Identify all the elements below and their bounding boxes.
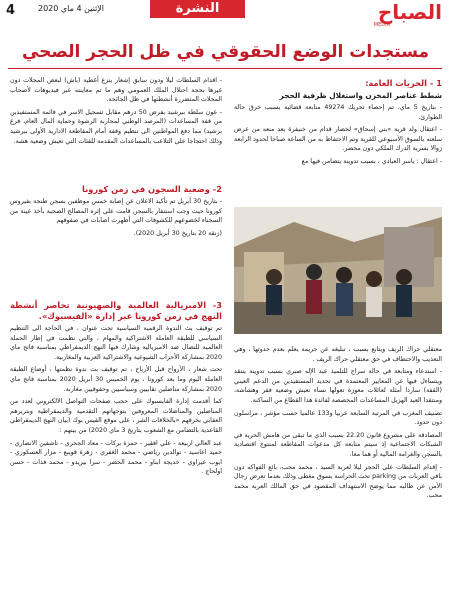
left-column-bottom: [10, 298, 222, 480]
top-bar: [0, 0, 450, 28]
paragraph: - اقدام السلطات ليلا ودون سابق إشعار بنزع أغطية (باش) لبعض المحلات دون غيرها بحجة احتلال الملك العمومي وهم ما تم معاينته عبر فيديوهات لأصحاب المحلات المتضررة أنشطتها في ظل الجائحة.: [10, 77, 222, 104]
section-heading-2: 2- وضعية السجون في زمن كورونا: [81, 184, 222, 194]
issue-date: الإثنين 4 ماي 2020: [38, 4, 105, 13]
left-column-top: [10, 76, 222, 149]
section-label: النشرة: [150, 0, 245, 18]
right-column-top: [234, 76, 442, 170]
citation: (زنقة 20 بتاريخ 30 أبريل 2020).: [133, 229, 222, 237]
section-subheading-1: شطط عناصر المخزن واستغلال ظرفية الحجر: [279, 91, 442, 100]
paragraph: - بتاريخ 30 أبريل تم تأكيد الاعلان عن إصابة خمس موظفين بسجن طنجة بفيروس كورونا حيث وجب استنفار بالسجن قامت على إثره المصالح الصحية بأخذ عينة من السجناء لخضوعهم للكشوفات التي أظهرت اصابات في صفوفهم: [10, 198, 222, 225]
headline-divider: [8, 68, 442, 69]
paragraph: معتقلي حراك الريف ويتابع بسبب ، تبليغه عن جريمة يعلم بعدم حدوثها ، وهي التعذيب والاختطاف في حق معتقلي حراك الريف .: [234, 346, 442, 363]
paragraph: تم توقيف بث الندوة الرقمية السياسية تحت عنوان ، في الحاجة الى التنظيم السياسي للطبقة العاملة الاشتراكية والمهام ، والتي نظمت في إطار الحملة العالمية للنضال ضد الامبريالية وشارك فيها النهج الديمقراطي بمناسبة فاتح ماي 2020 بمشاركة الأحزاب الشيوعية والاشتراكية العربية والمغاربية.: [10, 325, 222, 361]
paragraph: - بتاريخ 5 ماي، تم إحصاء تحريك 49274 متابعة قضائية بسبب خرق حالة الطوارئ.: [234, 104, 442, 121]
page-number: 4: [6, 3, 16, 18]
paragraph: المصادقة على مشروع قانون 22.20 بسبب الذي ما تبقى من هامش الحرية في الشبكات الاجتماعية إذ سيتم متابعة كل مدعوات المقاطعة لمنتوج اقتصادية بالسجن والغرامة المالية أو هما معا.: [234, 431, 443, 458]
paragraph: عبد العالي اربيعة - علي افقير - حمزة بركات - معاد الجحري - تاشفين الانصاري - حميد اعاسيد - نوالدين رياضي - محمد الغفري - زهرة قويبع - مزار العسكوري - ايوب عيراوي - خديجة ابناو - محمد الحضر - سرا بيريدو - محمد فدات - حسن اولحاج .: [10, 439, 222, 476]
masthead-subtitle: MEDIA: [373, 22, 390, 28]
masthead-logo: الصباح: [377, 0, 442, 24]
paragraph: - عون سلطة ببرشيد بفرض 50 درهم مقابل تسجيل الاسر في قائمة المستفيدين من قفة المساعدات (المرصد الوطني لمحاربة الرشوة وحماية المال العام، فرع برشيد) مما دفع المواطنين الى تنظيم وقفة أمام المقاطعة الادارية الأولى ببرشيد وذلك احتجاجا على التلاعب بالمساعدات المقدمة للفئات التي تعيش وضعية هشة.: [10, 108, 223, 145]
paragraph: - إقدام السلطات على الحجز ليلا لعربة السيد ، محمد محب، بائع الفواكه دون باقي العربات من parking تحت الحراسة بسوق مغطى وذلك بعدما تعرض رجال الأمن عن طالبه مما يوضح الاستهداف المقصود في حق المالك العربة محمد محب.: [234, 463, 442, 500]
page-headline: مستجدات الوضع الحقوقي في ظل الحجر الصحي: [21, 42, 430, 62]
paragraph: كما أقدمت إدارة الفايسبوك على حجب صفحات التواصل الالكتروني لعدد من المناضلين والمناضلات المعروفين بتوجهاتهم التقدمية والديمقراطية وبتريرهم العقابي بخرقهم «بالخلافات الشر ، على موقع الفيس بوك (بيان النهج الديمقراطي القاعدية بالتضامن مع الشعوب بتاريخ 3 ماي 2020) من بينهم :: [10, 398, 222, 434]
section-heading-1: 1 - الحريات العامة:: [365, 78, 442, 88]
paragraph: - اعتقال : ياسر العبادي ، بسبب تدوينة يتضامن فيها مع: [301, 157, 442, 165]
section-heading-3: 3- الامبريالية العالمية والصهيونية تحاصر أنشطة النهج في زمن كورونا عبر إدارة «الفيسبوك».: [10, 300, 222, 321]
paragraph: - استدعاء ومتابعة في حالة سراح للتلميذ عبد الإله صبري بسبب تدوينة ينتقد ويتساءل فيها عن المعايير المعتمدة في تحديد المستفيدين من الدعم العيني (القفة) ساردا أمثلة لعائلات معوزة تعولها نساء تعيش وضعية فقر وهشاشة، ومنتقدا العبد الهزيل المساعدات المخصصة لفائدة هذا القطاع من الساكنة.: [234, 368, 442, 404]
paragraph: - اعتقال ولد قرية «بني إسحاق» لخضار قدام من خنيفرة بعد منعه من عرض سلعته بالسوق الأسبوعي للقرية وتم الاحتفاظ به من الساعة صباحا لحدود الرابعة زوالا بسرية الدرك الملكي دون محضر.: [234, 126, 442, 153]
news-photo: [234, 207, 442, 334]
paragraph: تصنيف المغرب في المرتبة السابعة عربيا و133 عالميا حسب مؤشر ، مراسلون دون حدود.: [234, 409, 443, 427]
left-column-middle: [10, 182, 222, 241]
right-column-bottom: [234, 345, 442, 504]
paragraph: تحت شعار ، الأرواح قبل الأرباح ، تم توقيف بث ندوة نظمتها ، أوضاع الطبقة العاملة اليوم وما بعد كورونا ، يوم الخميس 30 أبريل 2020 بمناسبة فاتح ماي 2020 بمشاركة مناضلين نقابيين وسياسيين وحقوقيين مغاربة.: [10, 366, 222, 393]
